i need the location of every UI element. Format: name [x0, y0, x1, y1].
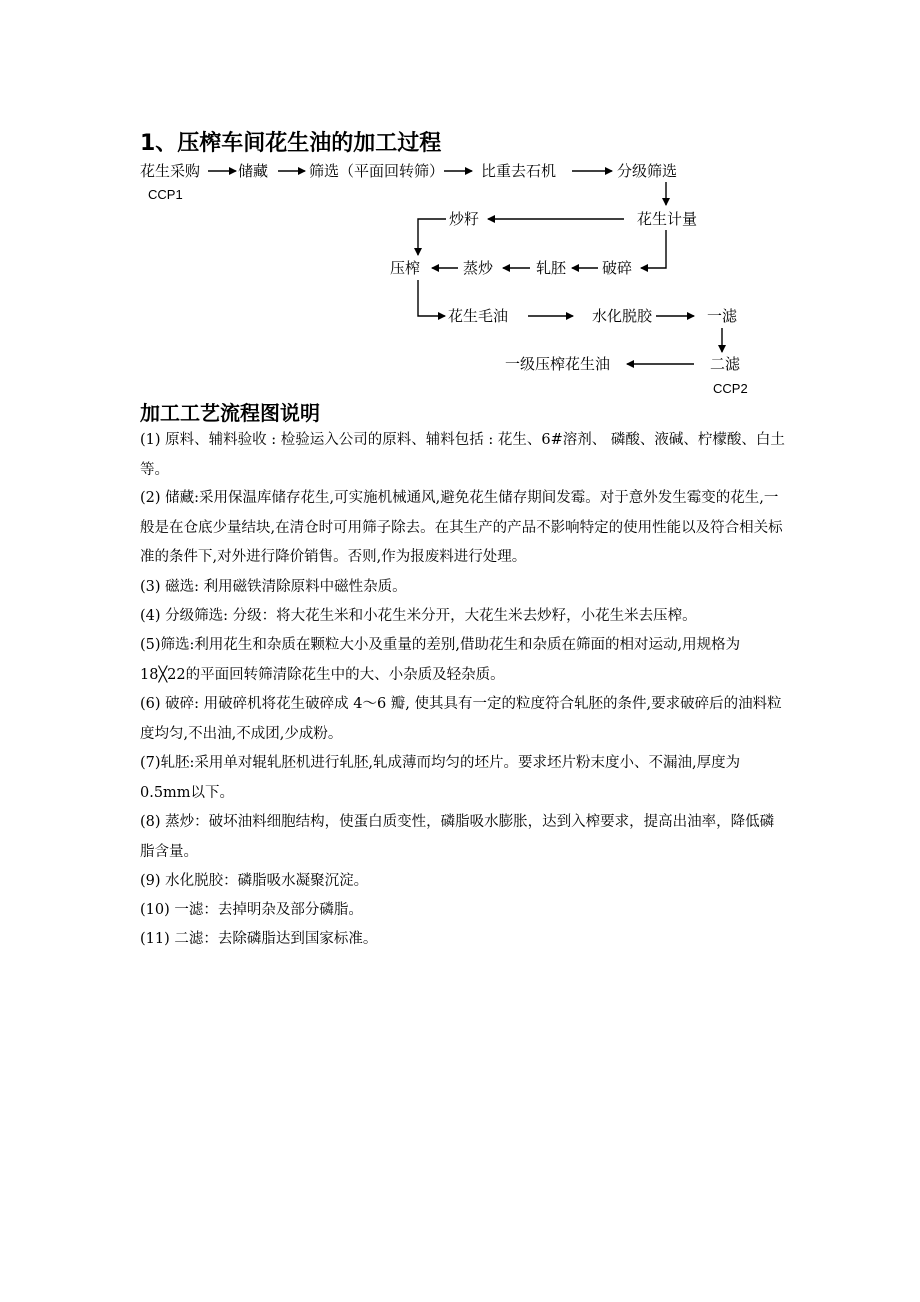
paragraph-6: (6) 破碎: 用破碎机将花生破碎成 4～6 瓣, 使其具有一定的粒度符合轧胚的条件,要求破碎后的油料粒度均匀,不出油,不成团,少成粉。 — [140, 696, 782, 742]
ccp1-label: CCP1 — [148, 187, 183, 202]
node-steaming: 蒸炒 — [463, 259, 494, 277]
ccp2-label: CCP2 — [713, 381, 748, 396]
paragraph-4: (4) 分级筛选: 分级：将大花生米和小花生米分开，大花生米去炒籽，小花生米去压榨。 — [140, 608, 697, 624]
arrow-weighing-crushing — [641, 230, 666, 268]
node-storage: 储藏 — [238, 162, 269, 180]
flowchart-arrows — [0, 0, 920, 400]
paragraph-9: (9) 水化脱胶：磷脂吸水凝聚沉淀。 — [140, 873, 369, 889]
paragraph-10: (10) 一滤：去掉明杂及部分磷脂。 — [140, 902, 363, 918]
node-product: 一级压榨花生油 — [505, 355, 611, 373]
paragraph-3: (3) 磁选: 利用磁铁清除原料中磁性杂质。 — [140, 579, 407, 595]
node-filter1: 一滤 — [707, 307, 738, 325]
node-pressing: 压榨 — [390, 259, 421, 277]
node-degumming: 水化脱胶 — [592, 307, 653, 325]
arrow-pressing-crude-oil — [418, 280, 445, 316]
node-weighing: 花生计量 — [637, 210, 698, 228]
node-flaking: 轧胚 — [536, 259, 567, 277]
node-purchase: 花生采购 — [140, 162, 201, 180]
paragraph-7: (7)轧胚:采用单对辊轧胚机进行轧胚,轧成薄而均匀的坯片。要求坯片粉末度小、不漏油,厚度为 0.5mm以下。 — [140, 755, 741, 801]
node-destoner: 比重去石机 — [481, 162, 557, 180]
paragraph-11: (11) 二滤：去除磷脂达到国家标准。 — [140, 931, 378, 947]
node-grading: 分级筛选 — [617, 162, 678, 180]
node-crude-oil: 花生毛油 — [448, 307, 509, 325]
paragraph-1: (1) 原料、辅料验收 : 检验运入公司的原料、辅料包括 : 花生、6#溶剂、 磷酸、液碱、柠檬酸、白土等。 — [140, 432, 785, 478]
node-screening: 筛选（平面回转筛） — [309, 162, 445, 180]
paragraph-5: (5)筛选:利用花生和杂质在颗粒大小及重量的差别,借助花生和杂质在筛面的相对运动,用规格为18╳22的平面回转筛清除花生中的大、小杂质及轻杂质。 — [140, 637, 741, 683]
node-crushing: 破碎 — [602, 259, 633, 277]
description-title: 加工工艺流程图说明 — [140, 401, 320, 425]
node-roasting: 炒籽 — [449, 210, 480, 228]
section-title: 1、压榨车间花生油的加工过程 — [140, 131, 442, 156]
node-filter2: 二滤 — [710, 355, 741, 373]
paragraph-2: (2) 储藏:采用保温库储存花生,可实施机械通风,避免花生储存期间发霉。对于意外发生霉变的花生,一般是在仓底少量结块,在清仓时可用筛子除去。在其生产的产品不影响特定的使用性能以及符合相关标准的条件下,对外进行降价销售。否则,作为报废料进行处理。 — [140, 490, 783, 565]
arrow-roasting-pressing — [418, 219, 446, 255]
paragraph-8: (8) 蒸炒：破坏油料细胞结构，使蛋白质变性，磷脂吸水膨胀，达到入榨要求，提高出油率，降低磷脂含量。 — [140, 814, 775, 860]
